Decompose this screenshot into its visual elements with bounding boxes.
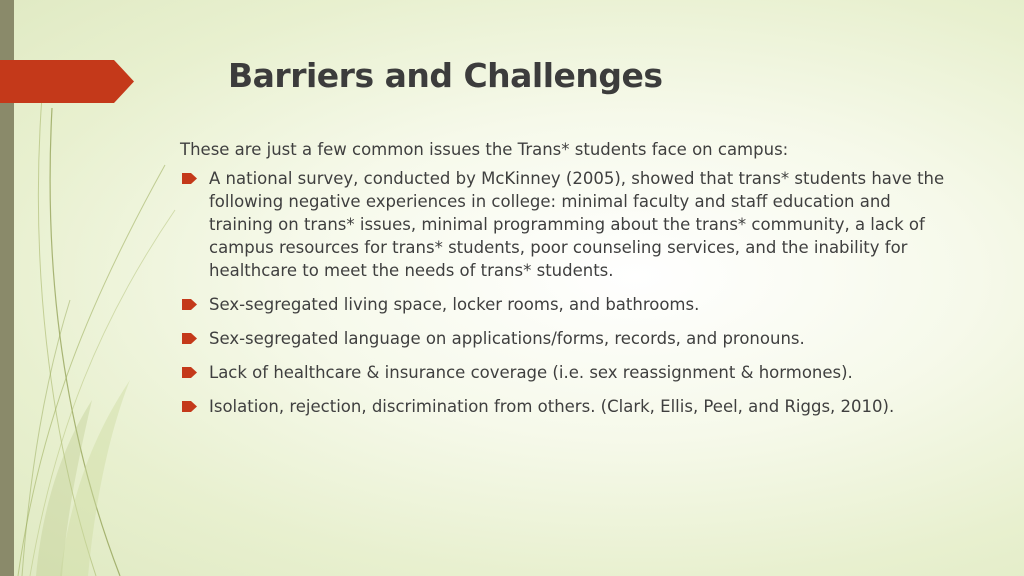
list-item bbox=[180, 327, 945, 350]
list-item bbox=[180, 395, 945, 418]
slide-content bbox=[180, 138, 945, 429]
bullet-text: Sex-segregated language on applications/forms, records, and pronouns. bbox=[209, 329, 805, 348]
list-item bbox=[180, 293, 945, 316]
slide-title: Barriers and Challenges bbox=[228, 56, 663, 95]
bullet-text: Isolation, rejection, discrimination from others. (Clark, Ellis, Peel, and Riggs, 2010). bbox=[209, 397, 895, 416]
title-arrow-icon bbox=[0, 60, 134, 103]
arrow-bullet-icon bbox=[182, 173, 197, 184]
arrow-bullet-icon bbox=[182, 401, 197, 412]
bullet-list bbox=[180, 167, 945, 418]
arrow-bullet-icon bbox=[182, 367, 197, 378]
arrow-bullet-icon bbox=[182, 333, 197, 344]
list-item bbox=[180, 361, 945, 384]
arrow-bullet-icon bbox=[182, 299, 197, 310]
bullet-text: Sex-segregated living space, locker rooms, and bathrooms. bbox=[209, 295, 700, 314]
list-item bbox=[180, 167, 945, 282]
bullet-text: Lack of healthcare & insurance coverage (i.e. sex reassignment & hormones). bbox=[209, 363, 853, 382]
bullet-text: A national survey, conducted by McKinney (2005), showed that trans* students have the following negative experiences in college: minimal faculty and staff education and training on trans* issues, minimal programming about the trans* community, a lack of campus resources for trans* students, poor counseling services, and the inability for healthcare to meet the needs of trans* students. bbox=[209, 169, 945, 280]
intro-text: These are just a few common issues the Trans* students face on campus: bbox=[180, 140, 789, 159]
